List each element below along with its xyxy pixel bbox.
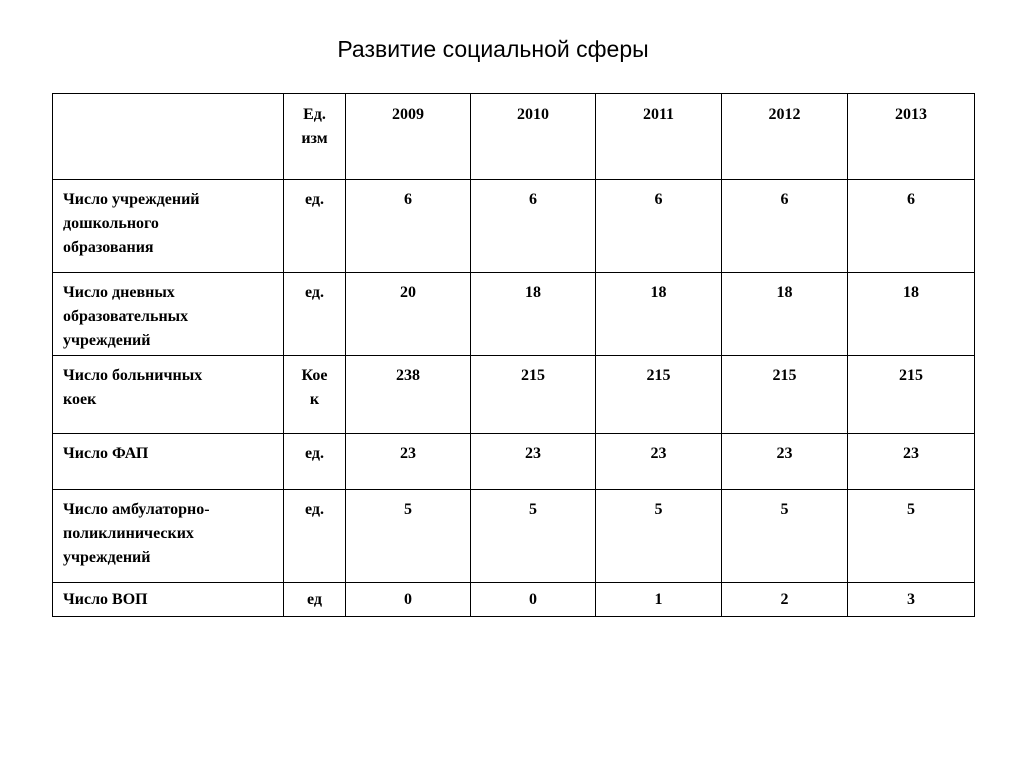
row-unit-line: Кое [301, 367, 328, 384]
row-label-cell [53, 273, 284, 356]
value-cell: 6 [848, 180, 975, 273]
value-cell: 0 [346, 583, 471, 617]
value-cell: 215 [722, 356, 848, 434]
header-year-cell: 2010 [471, 94, 596, 180]
value-cell: 5 [471, 490, 596, 583]
row-label-line: образования [63, 239, 154, 256]
row-label-cell [53, 434, 284, 490]
value-cell: 5 [722, 490, 848, 583]
value-cell: 3 [848, 583, 975, 617]
value-cell: 6 [722, 180, 848, 273]
value-cell: 5 [848, 490, 975, 583]
value-cell: 5 [596, 490, 722, 583]
row-label-line: Число ВОП [63, 591, 148, 608]
value-cell: 23 [848, 434, 975, 490]
value-cell: 0 [471, 583, 596, 617]
row-label-line: учреждений [63, 549, 151, 566]
value-cell: 23 [596, 434, 722, 490]
table-row [53, 583, 975, 617]
value-cell: 215 [596, 356, 722, 434]
value-cell: 23 [346, 434, 471, 490]
row-label-line: коек [63, 391, 97, 408]
value-cell: 18 [471, 273, 596, 356]
value-cell: 23 [471, 434, 596, 490]
row-label-line: образовательных [63, 308, 189, 325]
value-cell: 23 [722, 434, 848, 490]
row-label-line: Число ФАП [63, 445, 149, 462]
table-header-row [53, 94, 975, 180]
slide-title: Развитие социальной сферы [337, 36, 649, 62]
row-unit-cell [284, 356, 346, 434]
value-cell: 20 [346, 273, 471, 356]
row-label-cell [53, 180, 284, 273]
table-row [53, 180, 975, 273]
header-unit-line: Ед. [303, 106, 326, 123]
table-row [53, 434, 975, 490]
row-label-cell [53, 490, 284, 583]
header-year-cell: 2013 [848, 94, 975, 180]
header-year-cell: 2012 [722, 94, 848, 180]
row-label-line: Число учреждений [63, 191, 200, 208]
table-row [53, 490, 975, 583]
value-cell: 215 [848, 356, 975, 434]
row-label-line: дошкольного [63, 215, 159, 232]
row-label-cell [53, 583, 284, 617]
row-unit-cell: ед. [284, 434, 346, 490]
row-unit-cell: ед. [284, 490, 346, 583]
value-cell: 215 [471, 356, 596, 434]
row-unit-cell: ед. [284, 273, 346, 356]
row-label-line: Число больничных [63, 367, 203, 384]
row-label-line: поликлинических [63, 525, 194, 542]
value-cell: 6 [596, 180, 722, 273]
row-unit-cell: ед [284, 583, 346, 617]
header-unit-line: изм [301, 130, 328, 147]
value-cell: 1 [596, 583, 722, 617]
header-year-cell: 2009 [346, 94, 471, 180]
row-label-line: Число дневных [63, 284, 175, 301]
value-cell: 6 [346, 180, 471, 273]
table-row [53, 356, 975, 434]
row-unit-line: к [309, 391, 320, 408]
social-sphere-table [52, 93, 975, 617]
row-label-line: учреждений [63, 332, 151, 349]
header-label-cell [53, 94, 284, 180]
row-label-cell [53, 356, 284, 434]
value-cell: 2 [722, 583, 848, 617]
value-cell: 5 [346, 490, 471, 583]
value-cell: 238 [346, 356, 471, 434]
value-cell: 6 [471, 180, 596, 273]
value-cell: 18 [596, 273, 722, 356]
header-unit-cell [284, 94, 346, 180]
table-row [53, 273, 975, 356]
value-cell: 18 [848, 273, 975, 356]
row-label-line: Число амбулаторно- [63, 501, 210, 518]
header-year-cell: 2011 [596, 94, 722, 180]
value-cell: 18 [722, 273, 848, 356]
row-unit-cell: ед. [284, 180, 346, 273]
